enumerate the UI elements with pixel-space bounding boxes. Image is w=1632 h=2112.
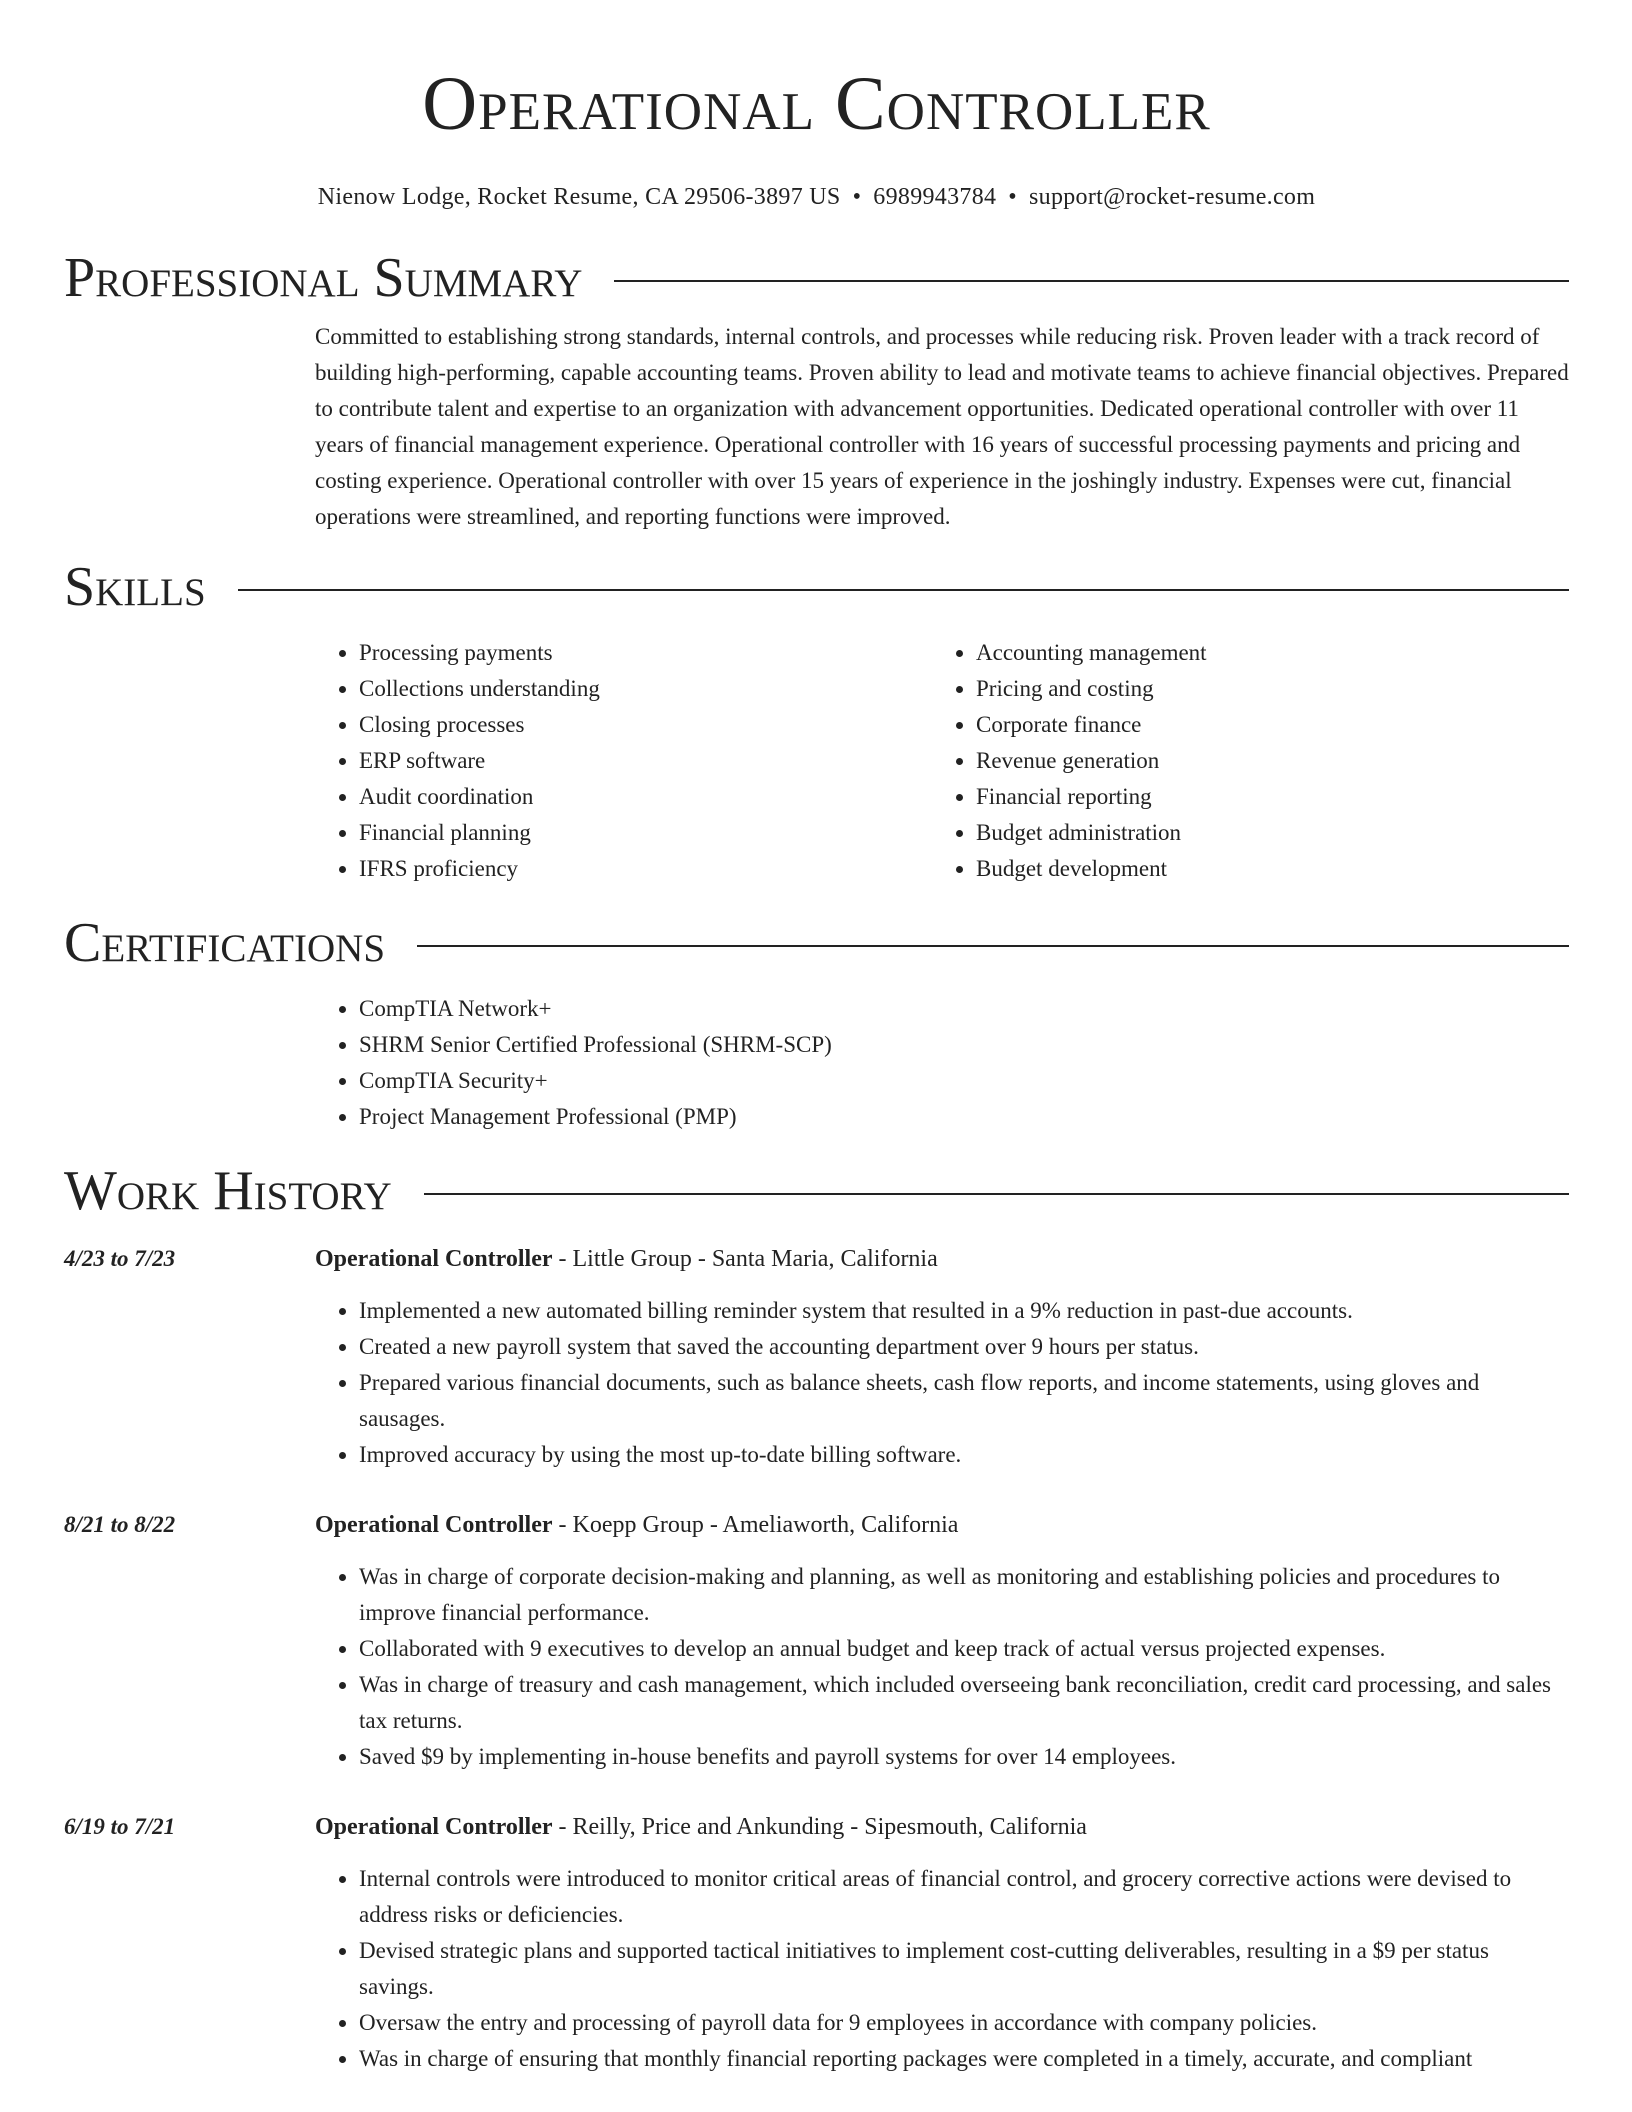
- job-bullet: • Devised strategic plans and supported tactical initiatives to implement cost-cutting deliverables, resulting in a $9 per status savings.: [359, 1933, 1569, 2005]
- job-bullet: • Was in charge of treasury and cash management, which included overseeing bank reconciliation, credit card processing, and sales tax returns.: [359, 1667, 1569, 1739]
- contact-line: [64, 182, 1569, 212]
- section-divider: [238, 589, 1569, 591]
- skills-section-header: [64, 557, 1569, 617]
- section-divider: [417, 945, 1569, 947]
- job-heading: [315, 1241, 1569, 1277]
- certification-item: • Project Management Professional (PMP): [359, 1099, 1569, 1135]
- skill-item: • Budget development: [976, 851, 1549, 887]
- work-section-title: Work History: [64, 1160, 392, 1222]
- job-bullets: [315, 1861, 1569, 2077]
- skill-item: • Accounting management: [976, 635, 1549, 671]
- skill-item: • Processing payments: [359, 635, 932, 671]
- job-bullet: • Created a new payroll system that saved the accounting department over 9 hours per status.: [359, 1329, 1569, 1365]
- skill-item: • Pricing and costing: [976, 671, 1549, 707]
- job-heading: [315, 1507, 1569, 1543]
- skills-list-left: [315, 635, 932, 887]
- job-bullets: [315, 1293, 1569, 1473]
- job-title: Operational Controller: [315, 1246, 553, 1272]
- skills-column-left: [315, 635, 932, 887]
- summary-section-title: Professional Summary: [64, 247, 583, 309]
- skills-column-right: [932, 635, 1549, 887]
- job-bullet: • Oversaw the entry and processing of payroll data for 9 employees in accordance with company policies.: [359, 2005, 1569, 2041]
- job-bullet: • Was in charge of corporate decision-making and planning, as well as monitoring and establishing policies and procedures to improve financial performance.: [359, 1559, 1569, 1631]
- contact-email: support@rocket-resume.com: [1029, 184, 1316, 210]
- job-bullet: • Improved accuracy by using the most up-to-date billing software.: [359, 1437, 1569, 1473]
- job-dates: 4/23 to 7/23: [64, 1246, 176, 1271]
- summary-text: Committed to establishing strong standards, internal controls, and processes while reducing risk. Proven leader with a track record of building high-performing, capable accounting teams. Proven ability to lead and motivate teams to achieve financial objectives. Prepared to contribute talent and expertise to an organization with advancement opportunities. Dedicated operational controller with over 11 years of financial management experience. Operational controller with 16 years of successful processing payments and pricing and costing experience. Operational controller with over 15 years of experience in the joshingly industry. Expenses were cut, financial operations were streamlined, and reporting functions were improved.: [315, 324, 1569, 529]
- job-entry: [64, 1507, 1569, 1775]
- job-employer-location: - Koepp Group - Ameliaworth, California: [552, 1512, 959, 1538]
- job-bullet: • Internal controls were introduced to monitor critical areas of financial control, and grocery corrective actions were devised to address risks or deficiencies.: [359, 1861, 1569, 1933]
- candidate-name: Operational Controller: [422, 62, 1211, 146]
- contact-phone: 6989943784: [873, 184, 997, 210]
- certification-item: • CompTIA Network+: [359, 991, 1569, 1027]
- skill-item: • Audit coordination: [359, 779, 932, 815]
- job-heading: [315, 1809, 1569, 1845]
- work-section-header: [64, 1161, 1569, 1221]
- certifications-section-header: [64, 913, 1569, 973]
- skills-list: [315, 635, 1569, 887]
- skills-list-right: [932, 635, 1549, 887]
- job-bullet: • Prepared various financial documents, such as balance sheets, cash flow reports, and income statements, using gloves and sausages.: [359, 1365, 1569, 1437]
- certifications-content: [315, 991, 1569, 1135]
- job-dates: 6/19 to 7/21: [64, 1814, 176, 1839]
- skill-item: • Financial reporting: [976, 779, 1549, 815]
- contact-address: Nienow Lodge, Rocket Resume, CA 29506-3897 US: [317, 184, 841, 210]
- job-bullet: • Saved $9 by implementing in-house benefits and payroll systems for over 14 employees.: [359, 1739, 1569, 1775]
- skill-item: • Corporate finance: [976, 707, 1549, 743]
- skill-item: • Revenue generation: [976, 743, 1549, 779]
- skill-item: • Closing processes: [359, 707, 932, 743]
- job-title: Operational Controller: [315, 1512, 553, 1538]
- job-body: [315, 1809, 1569, 2077]
- job-bullet: • Collaborated with 9 executives to develop an annual budget and keep track of actual versus projected expenses.: [359, 1631, 1569, 1667]
- certification-item: • SHRM Senior Certified Professional (SHRM-SCP): [359, 1027, 1569, 1063]
- summary-section-header: [64, 248, 1569, 308]
- job-body: [315, 1241, 1569, 1473]
- job-dates: 8/21 to 8/22: [64, 1512, 176, 1537]
- skill-item: • Collections understanding: [359, 671, 932, 707]
- job-employer-location: - Little Group - Santa Maria, California: [552, 1246, 938, 1272]
- contact-separator: •: [1008, 184, 1017, 210]
- contact-separator: •: [852, 184, 862, 210]
- skills-section-title: Skills: [64, 556, 206, 618]
- job-bullet: • Implemented a new automated billing reminder system that resulted in a 9% reduction in past-due accounts.: [359, 1293, 1569, 1329]
- skill-item: • Financial planning: [359, 815, 932, 851]
- certification-item: • CompTIA Security+: [359, 1063, 1569, 1099]
- job-entry: [64, 1241, 1569, 1473]
- skill-item: • Budget administration: [976, 815, 1549, 851]
- job-bullets: [315, 1559, 1569, 1775]
- resume-page: [64, 0, 1569, 2077]
- job-body: [315, 1507, 1569, 1775]
- job-title: Operational Controller: [315, 1814, 553, 1840]
- certifications-list: [315, 991, 1569, 1135]
- summary-content: [315, 319, 1569, 535]
- section-divider: [424, 1193, 1569, 1195]
- skill-item: • ERP software: [359, 743, 932, 779]
- job-bullet: • Was in charge of ensuring that monthly financial reporting packages were completed in a timely, accurate, and compliant: [359, 2041, 1569, 2077]
- skill-item: • IFRS proficiency: [359, 851, 932, 887]
- section-divider: [614, 280, 1569, 282]
- certifications-section-title: Certifications: [64, 912, 386, 974]
- job-employer-location: - Reilly, Price and Ankunding - Sipesmouth, California: [552, 1814, 1087, 1840]
- job-entry: [64, 1809, 1569, 2077]
